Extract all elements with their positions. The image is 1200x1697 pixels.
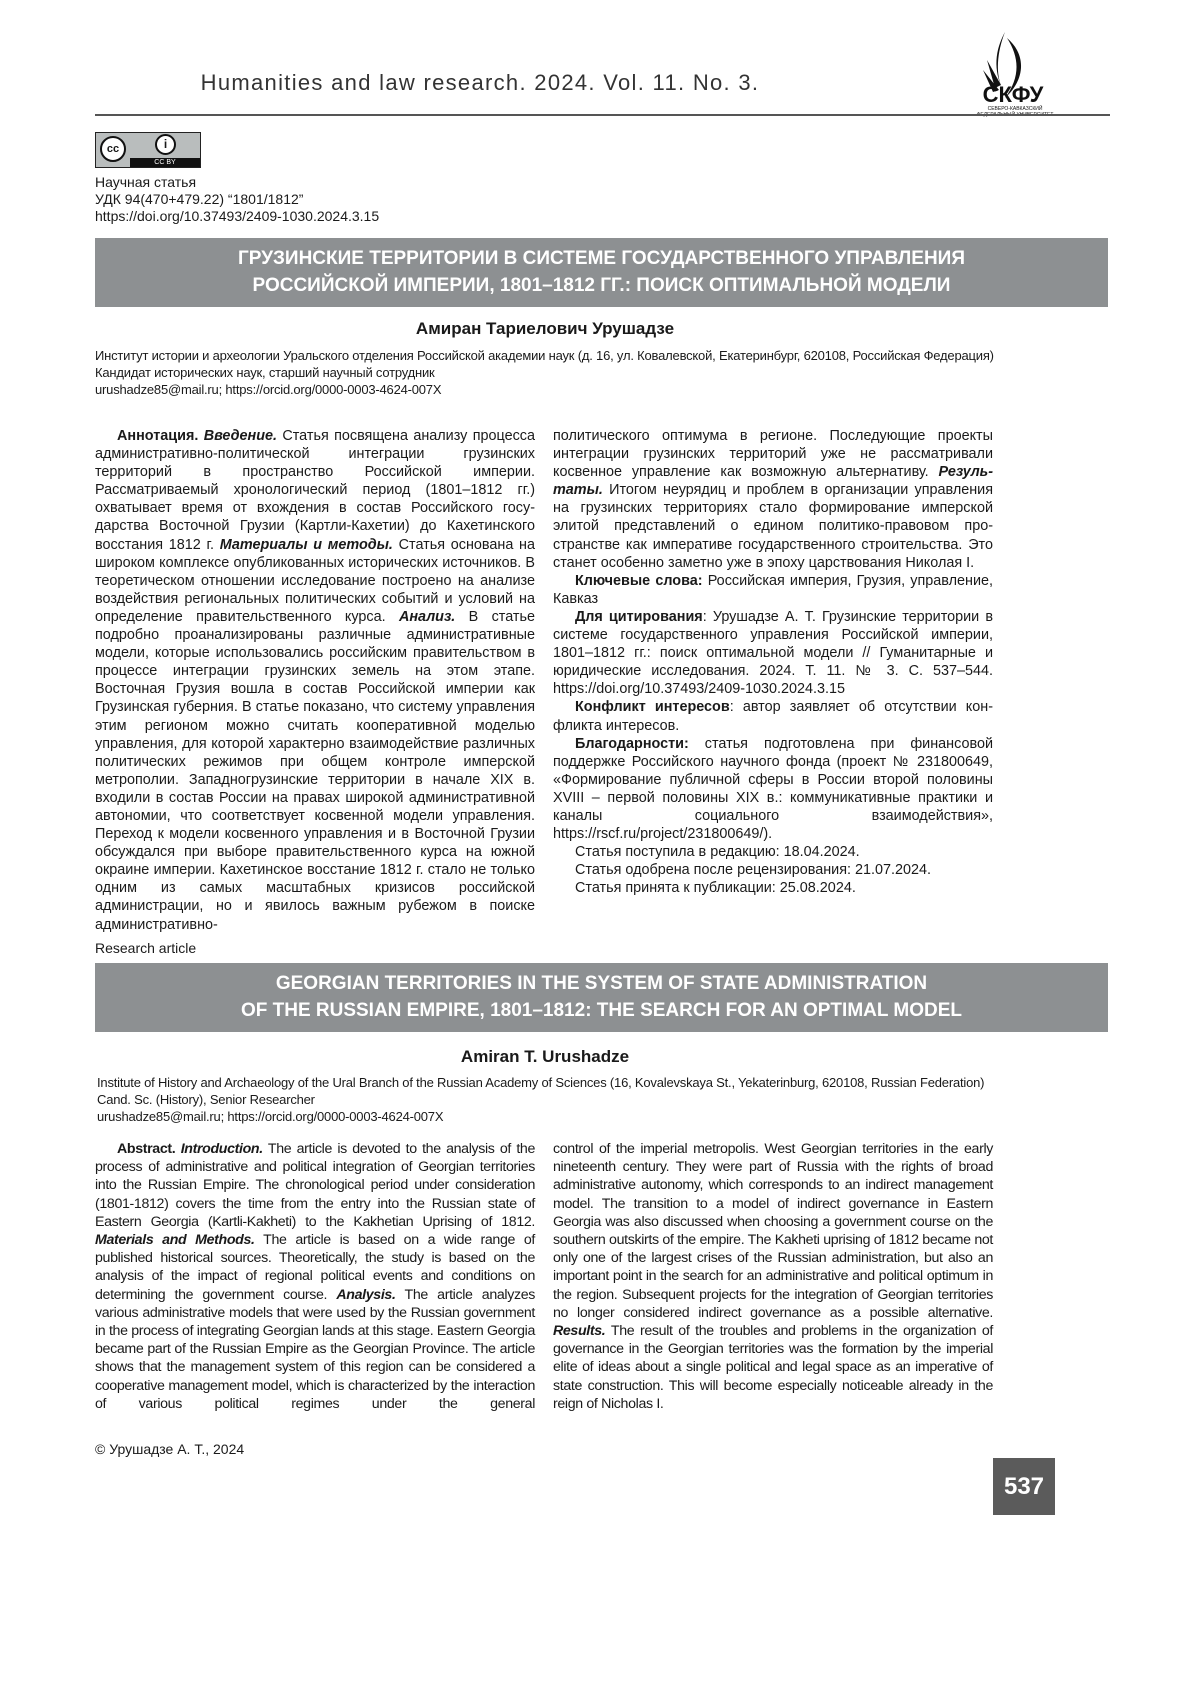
heading-run: Конфликт интересов bbox=[575, 699, 730, 715]
en-abstract-column-2 bbox=[553, 1140, 993, 1413]
heading-run: Резуль­таты. bbox=[553, 464, 993, 498]
text-run: control of the imperial metropolis. West Georgian territories in the early nineteenth century. They were part of Russia with the rights of broad administrative autonomy, which corresponds to an indirect management model. The transition to a model of indirect governance in Eastern Georgia was also discussed when choosing a government course on the southern outskirts of the empire. The Kakheti uprising of 1812 became not only one of the largest crises of the Russian administration, but also an important point in the search for an administrative and political optimum in the region. Subsequent projects for the integration of Georgian territories no longer considered indirect governance as a possible alternative. bbox=[553, 1141, 993, 1321]
ru-author: Амиран Тариелович Урушадзе bbox=[95, 319, 995, 339]
ru-affiliation: Институт истории и археологии Уральского отделения Российской академии наук (д. 16, ул. Ковалевской, Екатеринбург, 620108, Российская Федерация) bbox=[95, 347, 995, 364]
svg-text:СЕВЕРО-КАВКАЗСКИЙ: СЕВЕРО-КАВКАЗСКИЙ bbox=[988, 104, 1043, 112]
journal-header: Humanities and law research. 2024. Vol. 11. No. 3. bbox=[0, 70, 960, 96]
heading-run: Благодарности: bbox=[575, 736, 689, 752]
ru-contacts: urushadze85@mail.ru; https://orcid.org/0000-0003-4624-007X bbox=[95, 381, 995, 398]
text-run: Статья основана на широком комплексе опубликованных исторических источни­ков. В теоретическом отношении исследование построено на анализе воздействия региональных политических собы­тий и условий на определение правительственного курса. bbox=[95, 537, 535, 625]
paragraph bbox=[553, 735, 993, 844]
text-run: политического оптимума в регионе. Последующие проекты интеграции грузинских территорий уже не рассматривали косвенное управление как возможную альтернативу. bbox=[553, 428, 993, 480]
text-run: Российская империя, Грузия, управле­ние, Кавказ bbox=[553, 573, 993, 607]
header-divider bbox=[95, 114, 1110, 116]
paragraph bbox=[553, 861, 993, 879]
heading-run: Материалы и методы. bbox=[220, 537, 393, 553]
heading-run: Для цитирования bbox=[575, 609, 703, 625]
article-type: Научная статья bbox=[95, 174, 196, 191]
text-run: The article is devoted to the analysis of the process of administrative and political integration of Georgian territories into the Russian Empire. The chronological period under consideration (1801-1812) covers the time from the entry into the Russian state of Eastern Georgia (Kartli-Kakheti) to the Kakhetian Uprising of 1812. bbox=[95, 1141, 535, 1230]
paragraph bbox=[553, 1140, 993, 1413]
svg-text:ФЕДЕРАЛЬНЫЙ УНИВЕРСИТЕТ: ФЕДЕРАЛЬНЫЙ УНИВЕРСИТЕТ bbox=[977, 110, 1054, 118]
copyright: © Урушадзе А. Т., 2024 bbox=[95, 1441, 244, 1457]
paragraph bbox=[553, 879, 993, 897]
heading-run: Введение. bbox=[204, 428, 277, 444]
en-title-line: GEORGIAN TERRITORIES IN THE SYSTEM OF STATE ADMINISTRATION bbox=[95, 970, 1108, 997]
ru-position: Кандидат исторических наук, старший научный сотрудник bbox=[95, 364, 995, 381]
heading-run: Analysis. bbox=[336, 1287, 395, 1303]
heading-run: Abstract. bbox=[117, 1141, 181, 1157]
creative-commons-icon: cc bbox=[100, 136, 126, 162]
text-run: Статья принята к публикации: 25.08.2024. bbox=[575, 880, 856, 896]
text-run: : Урушадзе А. Т. Грузинские террито­рии в системе государственного управления Российской империи, 1801–1812 гг.: поиск оптимальной модели // Гума­нитарные и юридические исследования. 2024. Т. 11. № 3. С. 537–544. https://doi.org/10.37493/2409-1030.2024.3.15 bbox=[553, 609, 993, 697]
cc-by-license-badge[interactable] bbox=[95, 132, 201, 168]
heading-run: Results. bbox=[553, 1323, 605, 1339]
en-title-banner bbox=[95, 963, 1108, 1032]
text-run: Статья поступила в редакцию: 18.04.2024. bbox=[575, 844, 860, 860]
paragraph bbox=[553, 608, 993, 698]
university-logo bbox=[965, 30, 1065, 120]
text-run: The result of the troubles and problems in the organization of governance in the Georgian territories was the formation by the imperial elite of ideas about a single political and legal space as an imperative of state construction. This will become especially noticeable already in the reign of Nicholas I. bbox=[553, 1323, 993, 1412]
en-contacts: urushadze85@mail.ru; https://orcid.org/0000-0003-4624-007X bbox=[97, 1108, 997, 1125]
ru-abstract-column-2 bbox=[553, 427, 993, 897]
en-position: Cand. Sc. (History), Senior Researcher bbox=[97, 1091, 997, 1108]
ru-title-banner bbox=[95, 238, 1108, 307]
license-label: CC BY bbox=[130, 158, 200, 167]
paragraph bbox=[95, 1140, 535, 1413]
ru-title-line: ГРУЗИНСКИЕ ТЕРРИТОРИИ В СИСТЕМЕ ГОСУДАРСТВЕННОГО УПРАВЛЕНИЯ bbox=[95, 245, 1108, 272]
text-run: Итогом неурядиц и проблем в организации управления на грузинских территориях стало формирование имперской элитой представлений о едином политико-правовом про­странстве как императиве государственного строительства. Это станет особенно заметно уже в эпоху царствования Ни­колая I. bbox=[553, 482, 993, 570]
text-run: В статье подробно проанализированы различные административные модели, которые использовались рос­сийским правительством в процессе интеграции грузинских земель на этом этапе. Восточная Грузия вошла в состав Рос­сийской империи как Грузинская губерния. В статье показа­но, что систему управления этим регионом можно считать кооперативной моделью управления, для которой харак­терно взаимодействие различных политических режимов при общем контроле имперской метрополии. Западногру­зинские территории в начале XIX в. входили в состав России на правах широкой административной автономии, что соот­ветствует косвенной модели управления. Переход к модели косвенного управления и в Восточной Грузии обсуждался при выборе правительственного курса на южной окраине им­перии. Кахетинское восстание 1812 г. стало не только одним из самых масштабных кризисов российской администрации, но и явилось важным рубежом в поиске административно- bbox=[95, 609, 535, 933]
logo-text: СКФУ bbox=[983, 82, 1044, 107]
wing-icon bbox=[965, 30, 1065, 120]
ru-affiliation-block bbox=[95, 347, 995, 398]
heading-run: Аннотация. bbox=[117, 428, 204, 444]
paragraph bbox=[553, 572, 993, 608]
text-run: The article is based on a wide range of published historical sources. Theoretically, the study is based on the analysis of the impact of regional political events and conditions on determining the government course. bbox=[95, 1232, 535, 1303]
en-affiliation: Institute of History and Archaeology of the Ural Branch of the Russian Academy of Sciences (16, Kovalevskaya St., Yekaterinburg, 620108, Russian Federation) bbox=[97, 1074, 997, 1091]
text-run: Статья одобрена после рецензирования: 21.07.2024. bbox=[575, 862, 931, 878]
paragraph bbox=[553, 843, 993, 861]
heading-run: Ключевые слова: bbox=[575, 573, 703, 589]
heading-run: Introduction. bbox=[181, 1141, 263, 1157]
udc: УДК 94(470+479.22) “1801/1812” bbox=[95, 191, 303, 208]
doi-link[interactable]: https://doi.org/10.37493/2409-1030.2024.3.15 bbox=[95, 208, 379, 225]
text-run: The article analyzes various administrative models that were used by the Russian government in the process of integrating Georgian lands at this stage. Eastern Georgia became part of the Russian Empire as the Georgian Province. The article shows that the management system of this region can be considered a cooperative management model, which is characterized by the interaction of various political regimes under the general bbox=[95, 1287, 535, 1412]
en-abstract-column-1 bbox=[95, 1140, 535, 1413]
ru-abstract-column-1 bbox=[95, 427, 535, 934]
paragraph bbox=[95, 427, 535, 934]
heading-run: Materials and Methods. bbox=[95, 1232, 255, 1248]
page-number: 537 bbox=[993, 1458, 1055, 1515]
en-article-type: Research article bbox=[95, 940, 196, 957]
paragraph bbox=[553, 698, 993, 734]
text-run: : автор заявляет об отсутствии кон­фликта интересов. bbox=[553, 699, 993, 733]
paragraph bbox=[553, 427, 993, 572]
heading-run: Анализ. bbox=[399, 609, 455, 625]
en-title-line: OF THE RUSSIAN EMPIRE, 1801–1812: THE SEARCH FOR AN OPTIMAL MODEL bbox=[95, 997, 1108, 1024]
ru-title-line: РОССИЙСКОЙ ИМПЕРИИ, 1801–1812 ГГ.: ПОИСК ОПТИМАЛЬНОЙ МОДЕЛИ bbox=[95, 272, 1108, 299]
en-affiliation-block bbox=[97, 1074, 997, 1125]
attribution-person-icon: i bbox=[155, 134, 176, 155]
text-run: статья подготовлена при финан­совой поддержке Российского научного фонда (проект № 231800649, «Формирование публичной сферы в России второй половины XVIII – первой половины XIX в.: коммуни­кативные практики и каналы социального взаимодействия», https://rscf.ru/project/231800649/). bbox=[553, 736, 993, 842]
text-run: Статья посвящена анализу про­цесса административно-политической интеграции гру­зинских территорий в пространство Российской империи. Рассматриваемый хронологический период (1801–1812 гг.) охватывает время от вхождения в состав Российского госу­дарства Восточной Грузии (Картли-Кахетии) до Кахетинского восстания 1812 г. bbox=[95, 428, 535, 553]
en-author: Amiran T. Urushadze bbox=[95, 1047, 995, 1067]
